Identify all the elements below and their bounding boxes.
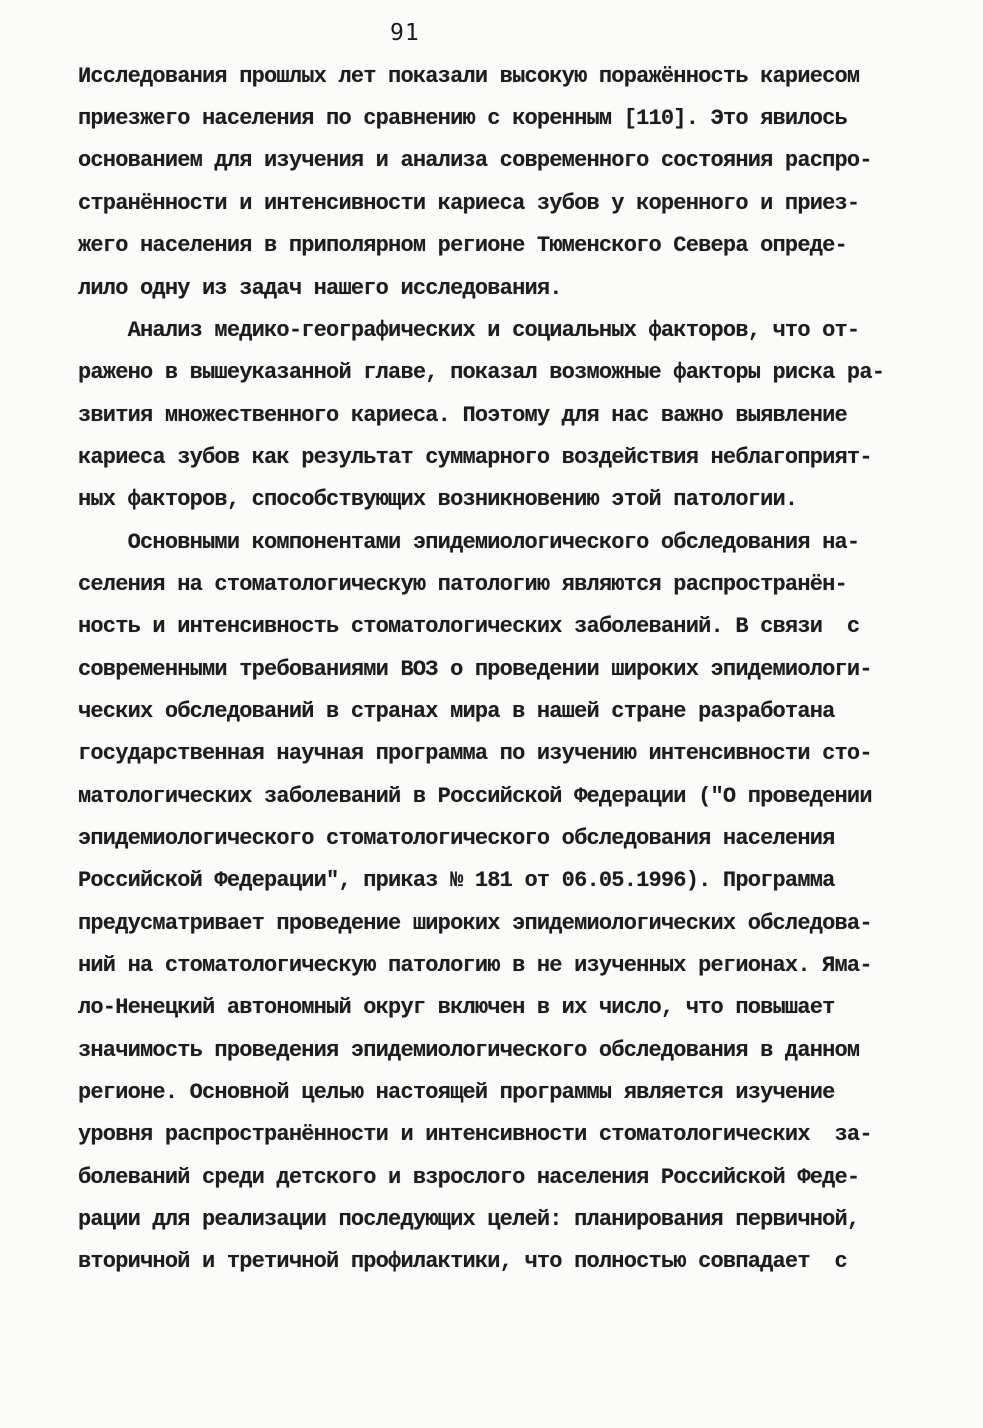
text-line: лило одну из задач нашего исследования. (78, 276, 562, 301)
text-line: эпидемиологического стоматологического обследования населения (78, 826, 835, 851)
text-line: Исследования прошлых лет показали высокую поражённость кариесом (78, 64, 860, 89)
text-line: Основными компонентами эпидемиологического обследования на- (78, 530, 860, 555)
text-line: Российской Федерации", приказ № 181 от 06.05.1996). Программа (78, 868, 835, 893)
text-line: ных факторов, способствующих возникновению этой патологии. (78, 487, 798, 512)
text-line: ческих обследований в странах мира в нашей стране разработана (78, 699, 835, 724)
text-line: кариеса зубов как результат суммарного воздействия неблагоприят- (78, 445, 872, 470)
text-line: вторичной и третичной профилактики, что полностью совпадает с (78, 1249, 847, 1274)
text-line: ражено в вышеуказанной главе, показал возможные факторы риска ра- (78, 360, 885, 385)
text-line: значимость проведения эпидемиологического обследования в данном (78, 1038, 860, 1063)
text-line: современными требованиями ВОЗ о проведении широких эпидемиологи- (78, 657, 872, 682)
text-line: жего населения в приполярном регионе Тюменского Севера опреде- (78, 233, 847, 258)
text-line: ло-Ненецкий автономный округ включен в их число, что повышает (78, 995, 835, 1020)
text-line: странённости и интенсивности кариеса зубов у коренного и приез- (78, 191, 860, 216)
text-line: государственная научная программа по изучению интенсивности сто- (78, 741, 872, 766)
text-line: звития множественного кариеса. Поэтому для нас важно выявление (78, 403, 847, 428)
text-line: рации для реализации последующих целей: планирования первичной, (78, 1207, 860, 1232)
text-line: Анализ медико-географических и социальных факторов, что от- (78, 318, 860, 343)
text-line: приезжего населения по сравнению с коренным [110]. Это явилось (78, 106, 847, 131)
text-line: ний на стоматологическую патологию в не изученных регионах. Яма- (78, 953, 872, 978)
text-line: предусматривает проведение широких эпидемиологических обследова- (78, 911, 872, 936)
text-line: селения на стоматологическую патологию являются распространён- (78, 572, 847, 597)
text-line: ность и интенсивность стоматологических заболеваний. В связи с (78, 614, 860, 639)
text-line: основанием для изучения и анализа современного состояния распро- (78, 148, 872, 173)
text-line: матологических заболеваний в Российской Федерации ("О проведении (78, 784, 872, 809)
text-line: регионе. Основной целью настоящей программы является изучение (78, 1080, 835, 1105)
text-line: болеваний среди детского и взрослого населения Российской Феде- (78, 1165, 860, 1190)
page-number: 91 (390, 20, 420, 46)
text-line: уровня распространённости и интенсивности стоматологических за- (78, 1122, 872, 1147)
